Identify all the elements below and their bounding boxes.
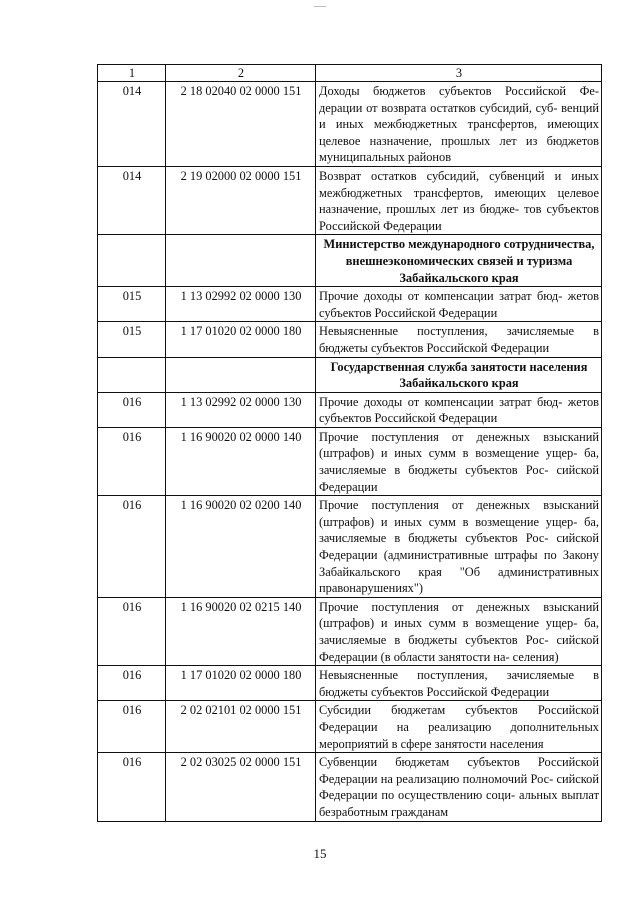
revenue-code: 2 02 03025 02 0000 151: [166, 753, 316, 821]
revenue-description: Прочие поступления от денежных взысканий (штрафов) и иных сумм в возмещение ущер- ба, зачисляемые в бюджеты субъектов Рос- сийской Федерации: [316, 427, 602, 495]
revenue-description: Невыясненные поступления, зачисляемые в бюджеты субъектов Российской Федерации: [316, 666, 602, 701]
revenue-code: 1 16 90020 02 0200 140: [166, 496, 316, 598]
scan-mark: [314, 6, 326, 7]
revenue-code: 1 13 02992 02 0000 130: [166, 287, 316, 322]
revenue-description: Субсидии бюджетам субъектов Российской Федерации на реализацию дополнительных мероприятий в сфере занятости населения: [316, 701, 602, 753]
header-col-2: 2: [166, 65, 316, 82]
admin-code: 016: [98, 666, 166, 701]
admin-code: 015: [98, 287, 166, 322]
table-body: [98, 82, 602, 822]
admin-code: 016: [98, 701, 166, 753]
section-title: Государственная служба занятости населения Забайкальского края: [316, 357, 602, 392]
admin-code: 016: [98, 496, 166, 598]
revenue-code: 2 19 02000 02 0000 151: [166, 166, 316, 234]
table-header-row: [98, 65, 602, 82]
admin-code: 014: [98, 166, 166, 234]
revenue-code: 1 17 01020 02 0000 180: [166, 666, 316, 701]
section-empty-cell: [98, 235, 166, 287]
revenue-code: 1 16 90020 02 0000 140: [166, 427, 316, 495]
section-header-row: [98, 235, 602, 287]
revenue-code: 2 02 02101 02 0000 151: [166, 701, 316, 753]
table-row: [98, 287, 602, 322]
revenue-description: Субвенции бюджетам субъектов Российской Федерации на реализацию полномочий Рос- сийской Федерации по осуществлению соци- альных выплат безработным гражданам: [316, 753, 602, 821]
revenue-description: Прочие поступления от денежных взысканий (штрафов) и иных сумм в возмещение ущер- ба, зачисляемые в бюджеты субъектов Рос- сийской Федерации (административные штрафы по Закону Забайкальского края "Об административных правонарушениях"): [316, 496, 602, 598]
table-row: [98, 82, 602, 167]
admin-code: 016: [98, 392, 166, 427]
section-empty-cell: [98, 357, 166, 392]
revenue-description: Невыясненные поступления, зачисляемые в бюджеты субъектов Российской Федерации: [316, 322, 602, 357]
table-row: [98, 701, 602, 753]
header-col-3: 3: [316, 65, 602, 82]
admin-code: 016: [98, 427, 166, 495]
section-header-row: [98, 357, 602, 392]
revenue-code: 1 16 90020 02 0215 140: [166, 597, 316, 665]
header-col-1: 1: [98, 65, 166, 82]
table-row: [98, 597, 602, 665]
revenue-description: Возврат остатков субсидий, субвенций и иных межбюджетных трансфертов, имеющих целевое назначение, прошлых лет из бюдже- тов субъектов Российской Федерации: [316, 166, 602, 234]
table-row: [98, 392, 602, 427]
section-empty-cell: [166, 235, 316, 287]
table-row: [98, 666, 602, 701]
revenue-code: 2 18 02040 02 0000 151: [166, 82, 316, 167]
revenue-codes-table: [97, 64, 602, 822]
admin-code: 014: [98, 82, 166, 167]
revenue-code: 1 13 02992 02 0000 130: [166, 392, 316, 427]
admin-code: 015: [98, 322, 166, 357]
table-row: [98, 427, 602, 495]
table-row: [98, 496, 602, 598]
revenue-description: Прочие поступления от денежных взысканий (штрафов) и иных сумм в возмещение ущер- ба, зачисляемые в бюджеты субъектов Рос- сийской Федерации (в области занятости на- селения): [316, 597, 602, 665]
admin-code: 016: [98, 597, 166, 665]
revenue-description: Доходы бюджетов субъектов Российской Фе- дерации от возврата остатков субсидий, суб- венций и иных межбюджетных трансфертов, имеющих целевое назначение, прошлых лет из бюджетов муниципальных районов: [316, 82, 602, 167]
revenue-description: Прочие доходы от компенсации затрат бюд- жетов субъектов Российской Федерации: [316, 392, 602, 427]
section-empty-cell: [166, 357, 316, 392]
revenue-code: 1 17 01020 02 0000 180: [166, 322, 316, 357]
table-row: [98, 753, 602, 821]
table-row: [98, 166, 602, 234]
revenue-description: Прочие доходы от компенсации затрат бюд- жетов субъектов Российской Федерации: [316, 287, 602, 322]
section-title: Министерство международного сотрудничества, внешнеэкономических связей и туризма Забайкальского края: [316, 235, 602, 287]
table-row: [98, 322, 602, 357]
page-number: 15: [313, 846, 327, 861]
admin-code: 016: [98, 753, 166, 821]
